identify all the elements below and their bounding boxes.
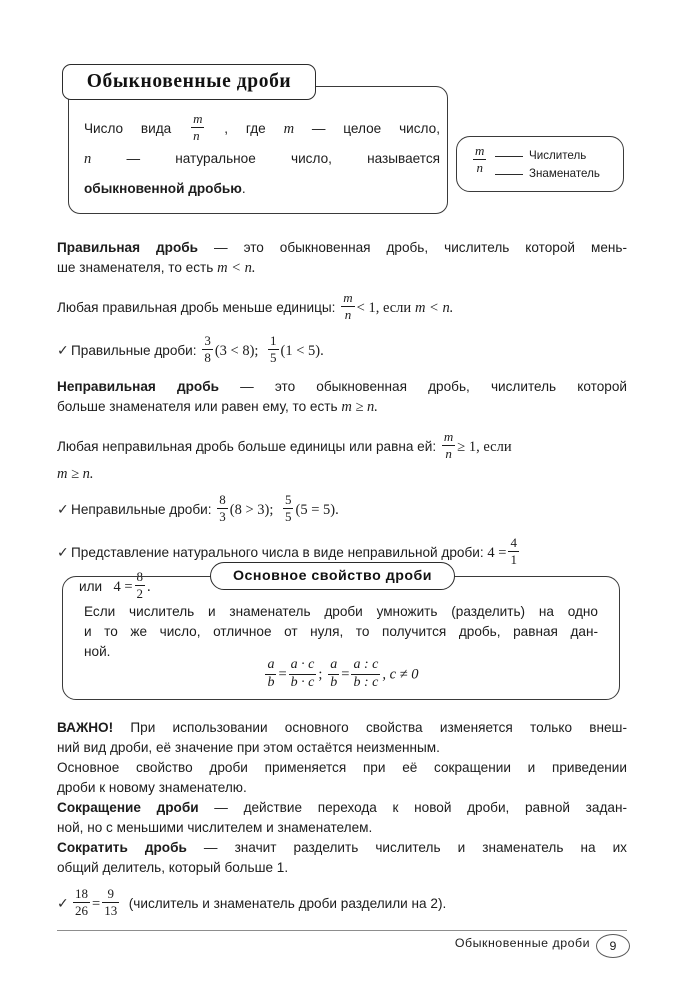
natural-number-representation-alt: или 4 = $\frac{8}{2}$ .: [79, 569, 151, 601]
example-fraction-8-3: $\frac{8}{3}$: [219, 492, 226, 524]
example-fraction-1-5: $\frac{1}{5}$: [270, 333, 277, 365]
reduce-verb-term: Сократить дробь: [57, 840, 187, 855]
main-property-body: Если числитель и знаменатель дроби умножить (разделить) на одно и то же число, отличное от нуля, то получится дробь, равная дан- ной.: [84, 604, 598, 659]
definition-line-3: обыкновенной дробью.: [84, 180, 246, 196]
main-property-formula: $\frac{a}{b}$ = $\frac{a \cdot c}{b \cdot c}$ ; $\frac{a}{b}$ = $\frac{a : c}{b : c}$ , c ≠ 0: [267, 657, 419, 690]
page-title: Обыкновенные дроби: [86, 71, 292, 92]
improper-fraction-rule: Любая неправильная дробь больше единицы или равна ей: $\frac{m}{n}$ ≥ 1, если: [57, 429, 512, 461]
proper-fraction-rule: Любая правильная дробь меньше единицы: $\frac{m}{n}$ < 1, если m < n.: [57, 290, 454, 322]
check-icon: ✓: [57, 343, 69, 359]
fraction-m-over-n-rule: $\frac{m}{n}$: [343, 290, 353, 322]
footer-section-label: Обыкновенные дроби: [454, 936, 590, 950]
fraction-9-over-13: $\frac{9}{13}$: [104, 886, 118, 918]
main-property-tab: [210, 562, 455, 590]
definition-term: обыкновенной дробью: [84, 180, 242, 196]
check-icon: ✓: [57, 502, 69, 518]
leader-line-denominator: [495, 174, 523, 175]
example-fraction-5-5: $\frac{5}{5}$: [284, 492, 292, 524]
footer-divider: [57, 930, 627, 931]
fraction-4-over-1: $\frac{4}{1}$: [510, 535, 517, 567]
important-label: ВАЖНО!: [57, 720, 114, 735]
page-number: 9: [609, 939, 617, 953]
fraction-18-over-26: $\frac{18}{26}$: [75, 886, 88, 918]
check-icon: ✓: [57, 545, 69, 561]
reduction-definition: Сокращение дроби — действие перехода к новой дроби, равной задан- ной, но с меньшими числителем и знаменателем.: [57, 800, 627, 835]
proper-fraction-examples: ✓ Правильные дроби: $\frac{3}{8}$ (3 < 8); $\frac{1}{5}$ (1 < 5).: [57, 334, 627, 368]
improper-fraction-examples: ✓ Неправильные дроби: $\frac{8}{3}$ (8 > 3); $\frac{5}{5}$ (5 = 5).: [57, 493, 627, 527]
content-flow-lower: [57, 718, 627, 919]
definition-text: [84, 112, 440, 204]
fraction-a-over-b-1: $\frac{a}{b}$: [267, 657, 275, 690]
callout-fraction: $\frac{m}{n}$: [475, 143, 485, 175]
main-property-title: Основное свойство дроби: [232, 568, 433, 584]
proper-fraction-term: Правильная дробь: [57, 240, 199, 255]
page-title-box: [62, 64, 316, 100]
reduction-term: Сокращение дроби: [57, 800, 199, 815]
variable-m: m: [283, 120, 295, 137]
definition-line-1: Число вида $\frac{m}{n}$ , где m — целое число,: [84, 111, 440, 143]
natural-number-representation: ✓ Представление натурального числа в виде неправильной дроби: 4 = $\frac{4}{1}$: [57, 536, 627, 570]
important-note: ВАЖНО! При использовании основного свойства изменяется только внеш- ний вид дроби, её значение при этом остаётся неизменным.: [57, 720, 627, 755]
fraction-a-div-c-over-b-div-c: $\frac{a : c}{b : c}$: [353, 657, 379, 690]
fraction-a-over-b-2: $\frac{a}{b}$: [330, 657, 338, 690]
fraction-8-over-2: $\frac{8}{2}$: [136, 569, 144, 601]
numerator-denominator-callout: [456, 136, 624, 192]
leader-line-numerator: [495, 156, 523, 157]
reduce-verb-definition: Сократить дробь — значит разделить числитель и знаменатель на их общий делитель, который больше 1.: [57, 840, 627, 875]
proper-fraction-definition: Правильная дробь — это обыкновенная дробь, числитель которой мень- ше знаменателя, то есть m < n.: [57, 240, 628, 276]
content-flow: [57, 238, 627, 604]
fraction-ac-over-bc: $\frac{a \cdot c}{b \cdot c}$: [290, 657, 315, 690]
improper-fraction-rule-cont: m ≥ n.: [57, 466, 94, 482]
denominator-label: Знаменатель: [529, 167, 600, 180]
numerator-label: Числитель: [529, 149, 587, 162]
improper-fraction-term: Неправильная дробь: [57, 379, 219, 394]
property-application: Основное свойство дроби применяется при её сокращении и приведении дроби к новому знаменателю.: [57, 760, 627, 795]
main-property-section: [62, 568, 620, 700]
final-example: ✓ $\frac{18}{26}$ = $\frac{9}{13}$ (числитель и знаменатель дроби разделили на 2).: [57, 886, 447, 918]
example-fraction-3-8: $\frac{3}{8}$: [204, 333, 211, 365]
improper-fraction-definition: Неправильная дробь — это обыкновенная дробь, числитель которой больше знаменателя или равен ему, то есть m ≥ n.: [57, 379, 627, 415]
check-icon: ✓: [57, 895, 69, 912]
page-number-badge: [596, 934, 630, 958]
fraction-m-over-n: $\frac{m}{n}$: [193, 111, 203, 143]
definition-line-2: n — натуральное число, называется: [84, 150, 440, 167]
variable-n: n: [84, 150, 92, 167]
fraction-m-over-n-improper: $\frac{m}{n}$: [443, 429, 454, 461]
